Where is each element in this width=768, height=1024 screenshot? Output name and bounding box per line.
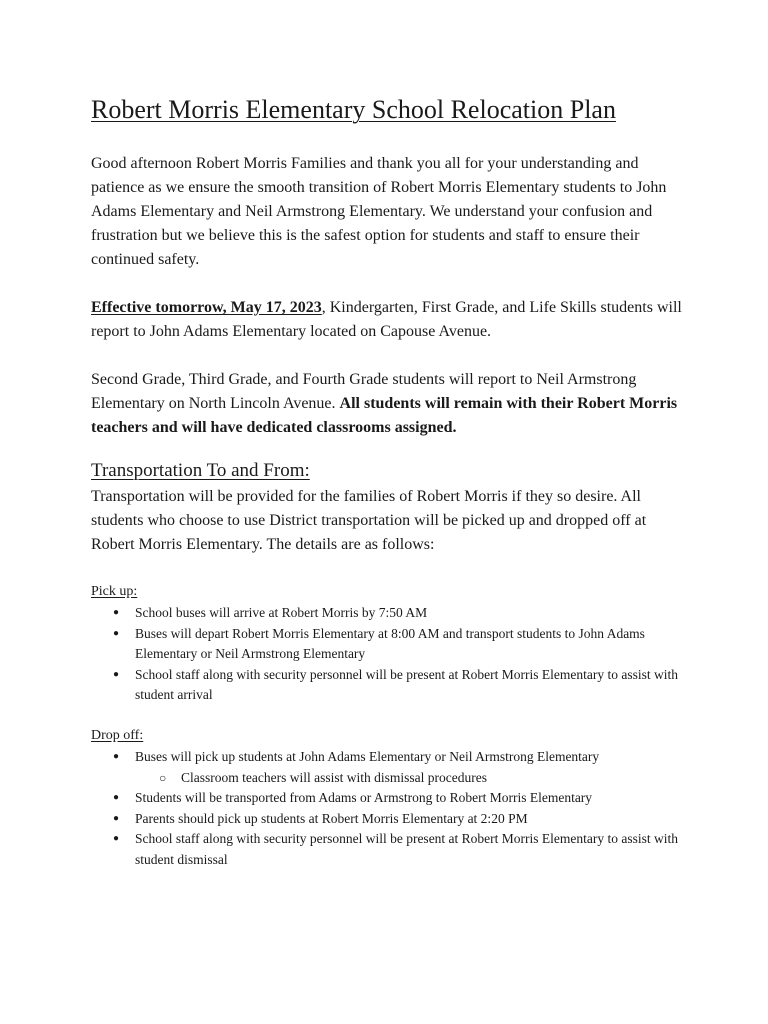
list-item-text: Buses will depart Robert Morris Elementary at 8:00 AM and transport students to John Adams Elementary or Neil Armstrong Elementary (135, 625, 645, 661)
effective-paragraph (91, 296, 691, 344)
intro-paragraph: Good afternoon Robert Morris Families and thank you all for your understanding and patience as we ensure the smooth transition of Robert Morris Elementary students to John Adams Elementary and Neil Armstrong Elementary. We understand your confusion and frustration but we believe this is the safest option for students and staff to ensure their continued safety. (91, 155, 667, 268)
bullet-icon: ● (113, 627, 120, 639)
effective-date-lead: Effective tomorrow, May 17, 2023 (91, 299, 322, 316)
list-item-text: School buses will arrive at Robert Morris by 7:50 AM (135, 605, 428, 620)
list-item-text: Classroom teachers will assist with dismissal procedures (181, 769, 487, 785)
list-item-text: School staff along with security personnel will be present at Robert Morris Elementary to assist with student dismissal (135, 831, 679, 867)
upper-grades-text: Second Grade, Third Grade, and Fourth Grade students will report to Neil Armstrong Elementary on North Lincoln Avenue. (91, 371, 637, 412)
list-item (91, 603, 691, 624)
bullet-icon: ● (113, 792, 120, 803)
list-item (91, 829, 691, 870)
list-item-text: Students will be transported from Adams or Armstrong to Robert Morris Elementary (135, 790, 593, 805)
document-title: Robert Morris Elementary School Relocation Plan (91, 95, 616, 124)
list-item-text: Buses will pick up students at John Adams Elementary or Neil Armstrong Elementary (135, 749, 600, 764)
list-subitem (91, 768, 691, 789)
dropoff-label: Drop off: (91, 728, 144, 743)
transportation-heading: Transportation To and From: (91, 460, 310, 481)
bullet-icon: ● (113, 833, 120, 844)
hollow-bullet-icon: ○ (159, 770, 167, 785)
list-item (91, 665, 691, 706)
list-item (91, 747, 691, 768)
list-item-text: Parents should pick up students at Robert Morris Elementary at 2:20 PM (135, 810, 528, 826)
bullet-icon: ● (113, 751, 120, 762)
pickup-label: Pick up: (91, 584, 138, 599)
effective-date-rest: , Kindergarten, First Grade, and Life Skills students will report to John Adams Elementary located on Capouse Avenue. (91, 299, 682, 340)
list-item (91, 809, 691, 830)
bullet-icon: ● (113, 812, 120, 824)
list-item-text: School staff along with security personnel will be present at Robert Morris Elementary to assist with student arrival (135, 666, 679, 702)
bullet-icon: ● (113, 607, 120, 618)
list-item (91, 624, 691, 665)
teachers-notice: All students will remain with their Robert Morris teachers and will have dedicated classrooms assigned. (91, 395, 678, 436)
transportation-paragraph: Transportation will be provided for the families of Robert Morris if they so desire. All students who choose to use District transportation will be picked up and dropped off at Robert Morris Elementary. The details are as follows: (91, 488, 647, 553)
dropoff-list (91, 747, 691, 870)
list-item (91, 788, 691, 809)
pickup-list (91, 603, 691, 706)
upper-grades-paragraph (91, 368, 691, 440)
bullet-icon: ● (113, 668, 120, 680)
